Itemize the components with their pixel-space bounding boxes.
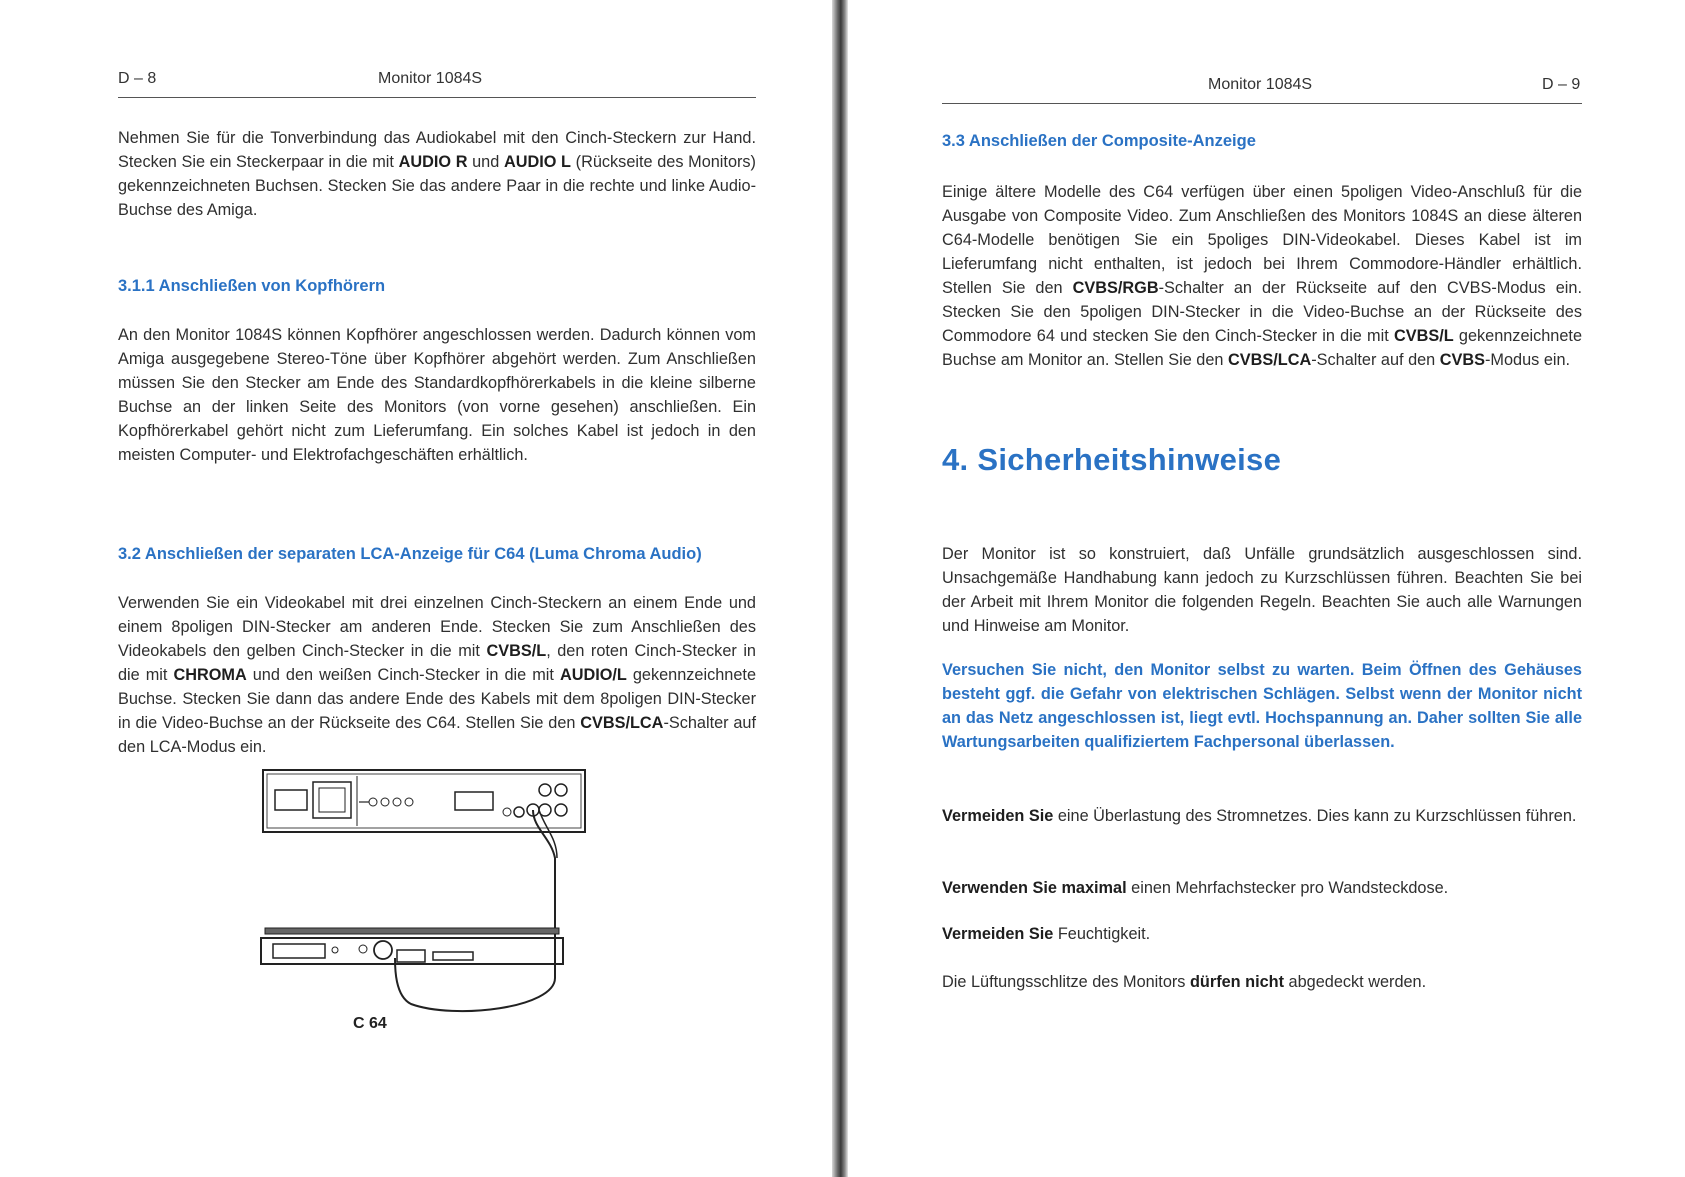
headphones-paragraph: An den Monitor 1084S können Kopfhörer angeschlossen werden. Dadurch können vom Amiga ausgegebene Stereo-Töne über Kopfhörer abgehört werden. Zum Anschließen müssen Sie den Stecker am Ende des Standardkopfhörerkabels in die kleine silberne Buchse an der linken Seite des Monitors (von vorne gesehen) anschließen. Ein Kopfhörerkabel gehört nicht zum Lieferumfang. Ein solches Kabel ist jedoch in den meisten Computer- und Elektrofachgeschäften erhältlich.	[118, 326, 756, 464]
heading-4-safety: 4. Sicherheitshinweise	[942, 442, 1282, 477]
c64-computer	[261, 928, 563, 964]
video-cable	[395, 810, 555, 1011]
running-title-left: Monitor 1084S	[378, 70, 483, 87]
heading-3-1-1: 3.1.1 Anschließen von Kopfhörern	[118, 277, 386, 295]
left-page	[0, 0, 832, 1177]
header-rule-left	[118, 97, 756, 98]
book-gutter	[832, 0, 848, 1177]
figure-caption-c64: C 64	[353, 1015, 387, 1032]
right-page	[848, 0, 1685, 1177]
safety-rule-2: Verwenden Sie maximal einen Mehrfachstecker pro Wandsteckdose.	[942, 879, 1449, 897]
safety-warning: Versuchen Sie nicht, den Monitor selbst zu warten. Beim Öffnen des Gehäuses besteht ggf. die Gefahr von elektrischen Schlägen. Selbst wenn der Monitor nicht an das Netz angeschlossen ist, liegt evtl. Hochspannung an. Daher sollten Sie alle Wartungsarbeiten qualifiziertem Fachpersonal überlassen.	[942, 661, 1582, 751]
safety-rule-4: Die Lüftungsschlitze des Monitors dürfen nicht abgedeckt werden.	[942, 973, 1427, 991]
composite-paragraph: Einige ältere Modelle des C64 verfügen über einen 5poligen Video-Anschluß für die Ausgabe von Composite Video. Zum Anschließen des Monitors 1084S an diese älteren C64-Modelle benötigen Sie ein 5poliges DIN-Videokabel. Dieses Kabel ist im Lieferumfang nicht enthalten, ist jedoch bei Ihrem Commodore-Händler erhältlich. Stellen Sie den CVBS/RGB-Schalter an der Rückseite auf den CVBS-Modus ein. Stecken Sie den 5poligen DIN-Stecker in die Video-Buchse an der Rückseite des Commodore 64 und stecken Sie den Cinch-Stecker in die mit CVBS/L gekennzeichnete Buchse am Monitor an. Stellen Sie den CVBS/LCA-Schalter auf den CVBS-Modus ein.	[942, 183, 1582, 369]
lca-paragraph: Verwenden Sie ein Videokabel mit drei einzelnen Cinch-Steckern an einem Ende und einem 8poligen DIN-Stecker am anderen Ende. Stecken Sie zum Anschließen des Videokabels den gelben Cinch-Stecker in die mit CVBS/L, den roten Cinch-Stecker in die mit CHROMA und den weißen Cinch-Stecker in die mit AUDIO/L gekennzeichnete Buchse. Stecken Sie dann das andere Ende des Kabels mit dem 8poligen DIN-Stecker in die Video-Buchse an der Rückseite des C64. Stellen Sie den CVBS/LCA-Schalter auf den LCA-Modus ein.	[118, 594, 756, 756]
safety-rule-1: Vermeiden Sie eine Überlastung des Stromnetzes. Dies kann zu Kurzschlüssen führen.	[942, 807, 1577, 825]
heading-3-3: 3.3 Anschließen der Composite-Anzeige	[942, 132, 1256, 150]
intro-paragraph: Nehmen Sie für die Tonverbindung das Audiokabel mit den Cinch-Steckern zur Hand. Stecken Sie ein Steckerpaar in die mit AUDIO R und AUDIO L (Rückseite des Monitors) gekennzeichneten Buchsen. Stecken Sie das andere Paar in die rechte und linke Audio-Buchse des Amiga.	[118, 129, 756, 219]
page-number-left: D – 8	[118, 70, 157, 87]
page-number-right: D – 9	[1542, 76, 1581, 93]
header-rule-right	[942, 103, 1582, 104]
heading-3-2: 3.2 Anschließen der separaten LCA-Anzeige für C64 (Luma Chroma Audio)	[118, 545, 702, 563]
safety-rule-3: Vermeiden Sie Feuchtigkeit.	[942, 925, 1151, 943]
running-title-right: Monitor 1084S	[1208, 76, 1313, 93]
safety-intro-paragraph: Der Monitor ist so konstruiert, daß Unfälle grundsätzlich ausgeschlossen sind. Unsachgemäße Handhabung kann jedoch zu Kurzschlüssen führen. Beachten Sie bei der Arbeit mit Ihrem Monitor die folgenden Regeln. Beachten Sie auch alle Warnungen und Hinweise am Monitor.	[942, 545, 1582, 635]
connection-diagram	[255, 768, 595, 1028]
